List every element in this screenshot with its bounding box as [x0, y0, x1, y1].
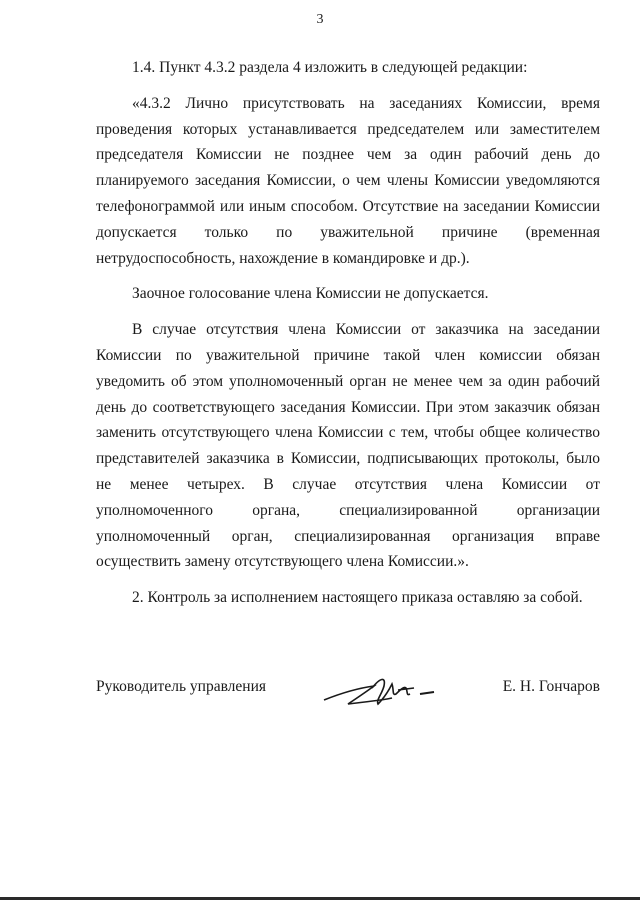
- page-bottom-border: [0, 897, 640, 900]
- document-body: [96, 55, 600, 621]
- paragraph-member-absence: В случае отсутствия члена Комиссии от заказчика на заседании Комиссии по уважительной причине такой член комиссии обязан уведомить об этом уполномоченный орган не менее чем за один рабочий день до соответствующего заседания Комиссии. При этом заказчик обязан заменить отсутствующего члена Комиссии с тем, чтобы общее количество представителей заказчика в Комиссии, подписывающих протоколы, было не менее четырех. В случае отсутствия члена Комиссии от уполномоченного органа, специализированной организации уполномоченный орган, специализированная организация вправе осуществить замену отсутствующего члена Комиссии.».: [96, 321, 600, 571]
- page-number: 3: [316, 12, 324, 27]
- signature-block: [96, 678, 600, 718]
- paragraph-amendment-intro: 1.4. Пункт 4.3.2 раздела 4 изложить в следующей редакции:: [132, 59, 528, 76]
- paragraph-clause-4-3-2: «4.3.2 Лично присутствовать на заседаниях Комиссии, время проведения которых устанавливается председателем или заместителем председателя Комиссии не позднее чем за один рабочий день до планируемого заседания Комиссии, о чем члены Комиссии уведомляются телефонограммой или иным способом. Отсутствие на заседании Комиссии допускается только по уважительной причине (временная нетрудоспособность, нахождение в командировке и др.).: [96, 94, 600, 267]
- paragraph-remote-voting: Заочное голосование члена Комиссии не допускается.: [132, 285, 489, 303]
- signatory-position: Руководитель управления: [96, 678, 267, 695]
- handwritten-signature: [314, 670, 444, 714]
- signatory-name: Е. Н. Гончаров: [502, 678, 600, 695]
- paragraph-control: 2. Контроль за исполнением настоящего приказа оставляю за собой.: [132, 589, 583, 607]
